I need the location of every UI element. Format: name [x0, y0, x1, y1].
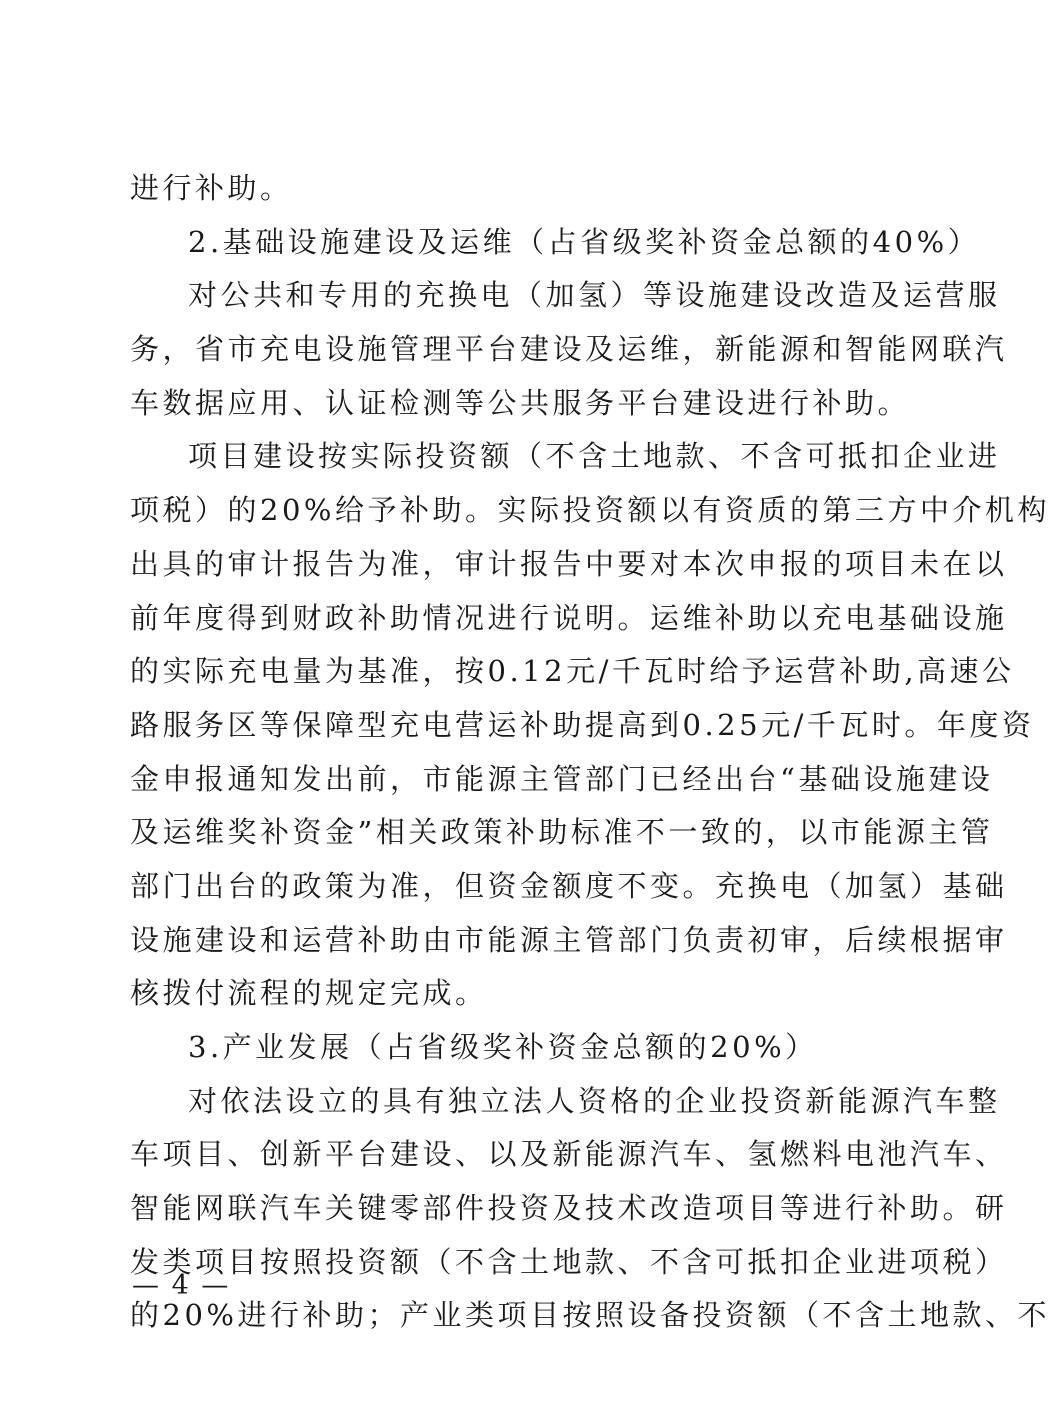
text-line: 务，省市充电设施管理平台建设及运维，新能源和智能网联汽 [130, 332, 1008, 367]
text-line: 路服务区等保障型充电营运补助提高到0.25元/千瓦时。年度资 [130, 707, 1035, 742]
text-line: 设施建设和运营补助由市能源主管部门负责初审，后续根据审 [130, 922, 1008, 957]
text-line: 核拨付流程的规定完成。 [130, 976, 488, 1011]
text-line: 出具的审计报告为准，审计报告中要对本次申报的项目未在以 [130, 546, 1008, 581]
text-line: 金申报通知发出前，市能源主管部门已经出台“基础设施建设 [130, 761, 994, 796]
page-number: — 4 — [132, 1270, 231, 1301]
text-line: 的实际充电量为基准，按0.12元/千瓦时给予运营补助,高速公 [130, 654, 1015, 689]
text-line: 对公共和专用的充换电（加氢）等设施建设改造及运营服 [188, 278, 1001, 313]
text-line: 进行补助。 [130, 171, 293, 205]
text-line: 部门出台的政策为准，但资金额度不变。充换电（加氢）基础 [130, 868, 1008, 903]
text-line: 对依法设立的具有独立法人资格的企业投资新能源汽车整 [188, 1083, 1001, 1118]
section-heading-infrastructure: 2.基础设施建设及运维（占省级奖补资金总额的40%） [188, 224, 981, 259]
text-line: 智能网联汽车关键零部件投资及技术改造项目等进行补助。研 [130, 1191, 1008, 1226]
section-heading-industry: 3.产业发展（占省级奖补资金总额的20%） [188, 1030, 818, 1064]
body-text [130, 162, 1050, 1343]
text-line: 前年度得到财政补助情况进行说明。运维补助以充电基础设施 [130, 600, 1008, 635]
text-line: 项税）的20%给予补助。实际投资额以有资质的第三方中介机构 [130, 493, 1050, 528]
text-line: 项目建设按实际投资额（不含土地款、不含可抵扣企业进 [188, 439, 1001, 474]
text-line: 及运维奖补资金”相关政策补助标准不一致的，以市能源主管 [130, 815, 994, 850]
text-line: 的20%进行补助；产业类项目按照设备投资额（不含土地款、不 [130, 1298, 1050, 1333]
text-line: 发类项目按照投资额（不含土地款、不含可抵扣企业进项税） [130, 1244, 1008, 1279]
text-line: 车数据应用、认证检测等公共服务平台建设进行补助。 [130, 385, 911, 420]
text-line: 车项目、创新平台建设、以及新能源汽车、氢燃料电池汽车、 [130, 1137, 1008, 1172]
